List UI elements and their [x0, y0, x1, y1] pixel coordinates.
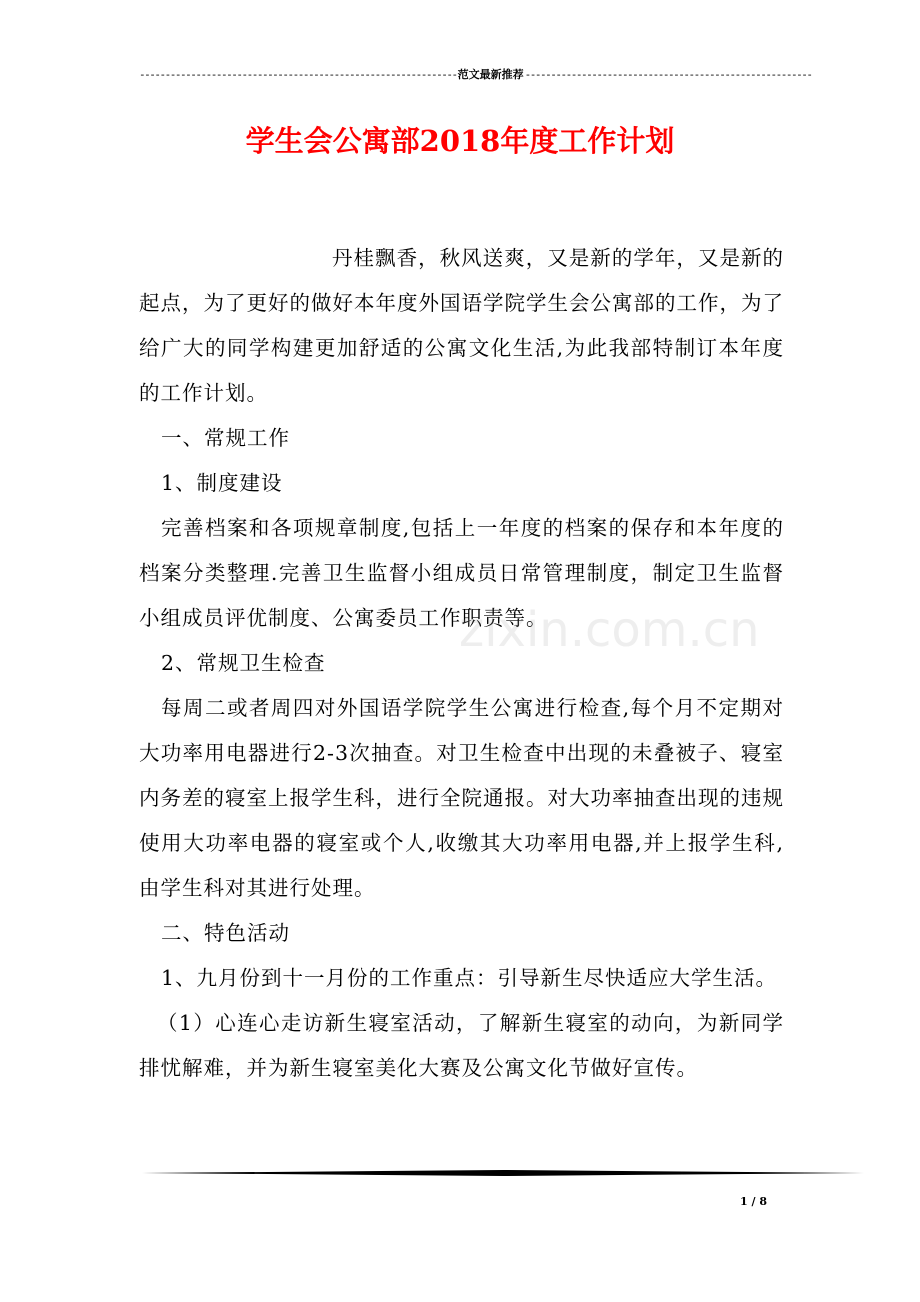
subheading-system: 1、制度建设 — [161, 471, 283, 495]
header-label: 范文最新推荐 — [457, 68, 524, 81]
watermark: zixin.com.cn — [459, 602, 760, 658]
subheading-inspection: 2、常规卫生检查 — [161, 651, 326, 675]
document-body — [139, 236, 784, 1091]
document-title: 学生会公寓部2018年度工作计划 — [245, 124, 675, 158]
page-number: 1 / 8 — [740, 1195, 767, 1208]
paragraph-inspection: 每周二或者周四对外国语学院学生公寓进行检查,每个月不定期对大功率用电器进行2-3次抽查。对卫生检查中出现的未叠被子、寝室内务差的寝室上报学生科，进行全院通报。对大功率抽查出现的违规使用大功率电器的寝室或个人,收缴其大功率用电器,并上报学生科,由学生科对其进行处理。 — [139, 696, 784, 900]
section-heading-activities: 二、特色活动 — [161, 921, 290, 945]
header-dashes-left: -------------------------------------------------------------- — [139, 68, 457, 81]
subheading-sept-nov: 1、九月份到十一月份的工作重点：引导新生尽快适应大学生活。 — [161, 966, 778, 990]
header-dashes-right: -------------------------------------------------------- — [524, 68, 812, 81]
paragraph-system: 完善档案和各项规章制度,包括上一年度的档案的保存和本年度的档案分类整理.完善卫生监督小组成员日常管理制度，制定卫生监督小组成员评优制度、公寓委员工作职责等。 — [139, 516, 784, 630]
footer-rule — [142, 1170, 864, 1176]
section-heading-routine: 一、常规工作 — [161, 426, 290, 450]
paragraph-intro: 丹桂飘香，秋风送爽，又是新的学年，又是新的起点，为了更好的做好本年度外国语学院学生会公寓部的工作，为了给广大的同学构建更加舒适的公寓文化生活,为此我部特制订本年度的工作计划。 — [139, 246, 784, 405]
paragraph-visit: （1）心连心走访新生寝室活动，了解新生寝室的动向，为新同学排忧解难，并为新生寝室美化大赛及公寓文化节做好宣传。 — [139, 1011, 784, 1080]
page-header — [139, 66, 812, 84]
